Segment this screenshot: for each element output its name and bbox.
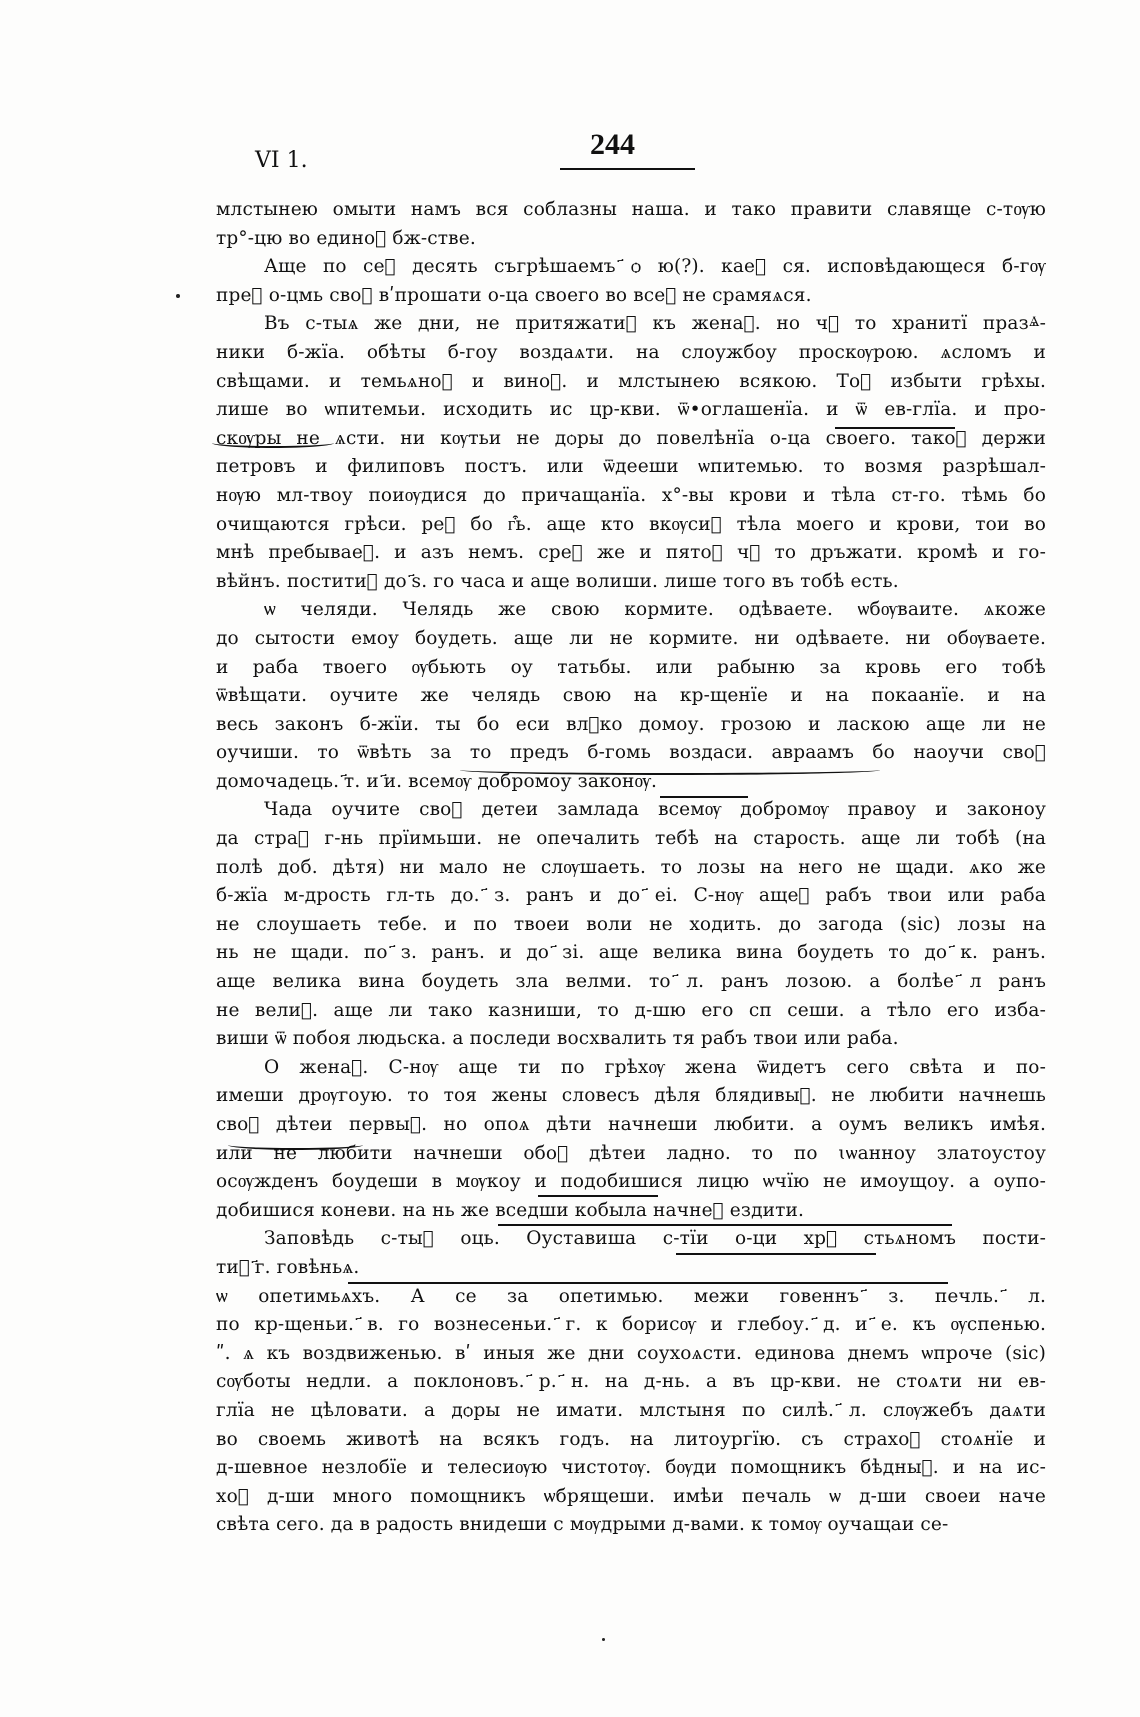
handwritten-underline	[460, 765, 880, 775]
text-line: или не любити начнеши обоᷩ дѣтеи ладно. то по ꙇѡанноу златоустоу	[216, 1142, 1046, 1164]
text-line: оучиши. то ѿвѣть за то предъ б-гомь воздаси. авраамъ бо наоучи своᷩ	[216, 742, 1046, 764]
text-line: петровъ и филиповъ постъ. или ѿдееши ѡпитемью. то возмя разрѣшал-	[216, 456, 1046, 478]
text-line: ѡ опетимьѧхъ. А се за опетимью. межи говеннъ ҃з. печль. ҃л.	[216, 1285, 1046, 1307]
text-line: очищаются грѣси. реᷮ бо г͒ь. аще кто вкѹсиᷮ тѣла моего и крови, тои во	[216, 513, 1046, 535]
margin-dot	[602, 1638, 605, 1641]
page-header	[255, 128, 695, 178]
text-line: добишися коневи. на нь же вседши кобыла начнеᷮ ездити.	[216, 1199, 805, 1221]
handwritten-underline	[538, 1195, 658, 1197]
handwritten-underline	[498, 1224, 952, 1226]
text-line: домочадець. ҃т. и ҃и. всемѹ добромоу законѹ.	[216, 770, 657, 792]
text-line: д-шевное незлобїе и телесиѹю чистотѹ. бѹди помощникъ бѣдныᷬ. и на ис-	[216, 1457, 1046, 1479]
text-line: ѿвѣщати. оучите же челядь свою на кр-щенїе и на покаанїе. и на	[216, 685, 1046, 707]
text-line: Заповѣдь с-тыᷩ оць. Оуставиша с-тїи о-ци хрᷮ стьѧномъ пости-	[264, 1228, 1046, 1250]
paragraph	[216, 1225, 1046, 1282]
text-line: преᷠ о-цмь своᷬ вʹпрошати о-ца своего во всеᷬ не срамяѧся.	[216, 284, 812, 306]
text-line: своᷩ дѣтеи первыᷩ. но опоѧ дѣти начнеши любити. а оумъ великъ имѣя.	[216, 1114, 1046, 1135]
text-line: осѹжденъ боудеши в мѹкоу и подобишися лицю ѡчїю не имоущоу. а оупо-	[216, 1171, 1046, 1193]
text-line: Чада оучите своᷩ детеи замлада всемѹ добромѹ правоу и законоу	[264, 799, 1046, 821]
text-line: по кр-щеньи. ҃в. го вознесеньи. ҃г. к борисѹ и глебоу. ҃д. и ҃е. къ ѹспенью.	[216, 1314, 1046, 1336]
text-line: не велиᷬ. аще ли тако казниши, то д-шю его сп сеши. а тѣло его изба-	[216, 999, 1046, 1021]
text-line: Въ с-тыѧ же дни, не притяжатиᷨ къ женаᷬ. но чᷮ то хранитї празⱑ-	[264, 313, 1046, 335]
handwritten-underline	[676, 1253, 876, 1255]
text-line: тр°-цю во единоᷬ бж-стве.	[216, 227, 476, 249]
text-line: да страᷩ г-нь прїимьши. не опечалить тебѣ на старость. аще ли тобѣ (на	[216, 828, 1046, 850]
body-text	[216, 196, 1046, 1540]
handwritten-underline	[228, 1140, 363, 1150]
paragraph	[216, 310, 1046, 596]
section-mark: VI 1.	[255, 148, 308, 173]
text-line: скѹры не ѧсти. ни кѹтьи не дѻры до повелѣнїа о-ца своего. такоᷬ держи	[216, 427, 1046, 449]
text-line: б-жїа м-дрость гл-ть до. ҃з. ранъ и до ҃еі. С-нѹ ащеᷬ рабъ твои или раба	[216, 885, 1046, 907]
text-line: до сытости емоу боудеть. аще ли не кормите. ни одѣваете. ни обѹваете.	[216, 627, 1046, 649]
page-number: 244	[590, 128, 635, 161]
text-line: свѣта сего. да в радость внидеши с мѹдрыми д-вами. к томѹ оучащаи се-	[216, 1514, 949, 1536]
text-line: лише во ѡпитемьи. исходить ис цр-кви. ѿ•оглашенїа. и ѿ ев-глїа. и про-	[216, 399, 1046, 421]
text-line: имеши дрѹгоую. то тоя жены словесъ дѣля блядивыᷩ. не любити начнешь	[216, 1085, 1046, 1107]
page-number-rule	[560, 168, 695, 170]
text-line: ʺ. ѧ къ воздвиженью. вʹ иныя же дни соухоѧсти. единова днемъ ѡпроче (sic)	[216, 1342, 1046, 1364]
text-line: полѣ доб. дѣтя) ни мало не слѹшаеть. то лозы на него не щади. ѧко же	[216, 856, 1046, 878]
text-line: аще велика вина боудеть зла велми. то ҃л. ранъ лозою. а болѣе ҃л ранъ	[216, 971, 1046, 993]
text-line: Аще по сеᷬ десять съгрѣшаемъ ҃ѻ ю(?). каеᷬ ся. исповѣдающеся б-гѹ	[264, 256, 1046, 278]
text-line: мнѣ пребываеᷮ. и азъ немъ. среᷠ же и пятоᷬ чᷮ то дръжати. кромѣ и го-	[216, 542, 1046, 564]
handwritten-underline	[660, 796, 748, 798]
text-line: нѹю мл-твоу поиѹдися до причащанїа. х°-вы крови и тѣла ст-го. тѣмь бо	[216, 484, 1046, 506]
text-line: нь не щади. по ҃з. ранъ. и до ҃зі. аще велика вина боудеть то до ҃к. ранъ.	[216, 942, 1046, 964]
text-line: хоᷠ д-ши много помощникъ ѡбрящеши. имѣи печаль ѡ д-ши своеи наче	[216, 1485, 1046, 1507]
text-line: ѡ челяди. Челядь же свою кормите. одѣваете. ѡбѹваите. ѧкоже	[264, 599, 1046, 621]
paragraph	[216, 196, 1046, 253]
text-line: виши ѿ побоя людьска. а последи восхвалить тя рабъ твои или раба.	[216, 1028, 899, 1050]
text-line: свѣщами. и темьѧноᷬ и виноᷬ. и млстынею всякою. Тоᷬ избыти грѣхы.	[216, 370, 1046, 392]
handwritten-underline	[835, 427, 955, 429]
text-line: весь законъ б-жїи. ты бо еси влᷠко домоу. грозою и ласкою аще ли не	[216, 713, 1046, 735]
text-line: тиᷨ ҃г. говѣньѧ.	[216, 1256, 360, 1278]
text-line: млстынею омыти намъ вся соблазны наша. и тако правити славяще с-тѹю	[216, 199, 1046, 220]
handwritten-underline	[212, 438, 334, 448]
text-line: глїа не цѣловати. а дѻры не имати. млстыня по силѣ. ҃л. слѹжебъ даѧти	[216, 1399, 1046, 1421]
text-line: ники б-жїа. обѣты б-гоу воздаѧти. на слоужбоу проскѹрою. ѧсломъ и	[216, 341, 1046, 363]
paragraph	[216, 253, 1046, 310]
text-line: сѹботы недли. а поклоновъ. ҃р. ҃н. на д-нь. а въ цр-кви. не стоѧти ни ев-	[216, 1371, 1046, 1393]
text-line: и раба твоего ѹбьють оу татьбы. или рабыню за кровь его тобѣ	[216, 656, 1046, 678]
text-line: во своемь животѣ на всякъ годъ. на литоургїю. съ страхоᷬ стоѧнїе и	[216, 1428, 1046, 1450]
text-line: вѣйнъ. поститиᷨ до ҃ѕ. го часа и аще волиши. лише того въ тобѣ есть.	[216, 570, 899, 592]
handwritten-underline	[348, 1282, 948, 1284]
text-line: не слоушаеть тебе. и по твоеи воли не ходить. до загода (sic) лозы на	[216, 913, 1046, 935]
text-line: О женаᷩ. С-нѹ аще ти по грѣхѹ жена ѿидетъ сего свѣта и по-	[264, 1056, 1046, 1078]
paragraph	[216, 1283, 1046, 1540]
paragraph	[216, 796, 1046, 1053]
margin-dot	[176, 294, 180, 298]
